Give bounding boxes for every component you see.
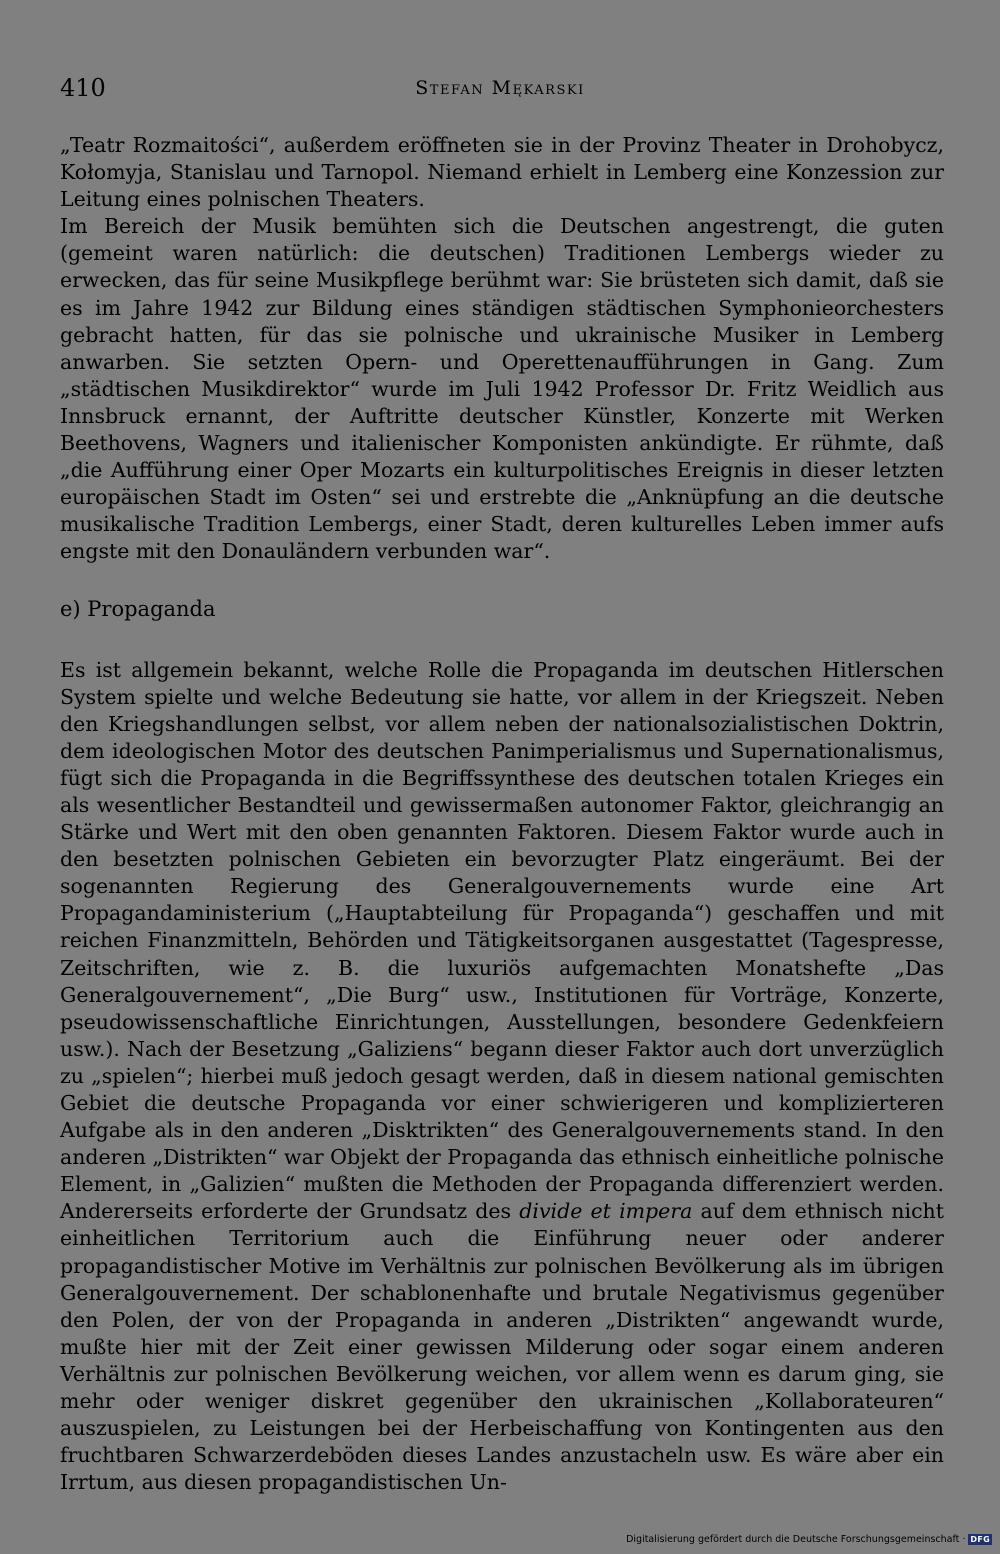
paragraph-propaganda-part1: Es ist allgemein bekannt, welche Rolle die Propaganda im deutschen Hitlerschen System spielte und welche Bedeutung sie hatte, vor allem in der Kriegszeit. Neben den Kriegshandlungen selbst, vor allem neben der nationalsozialistischen Doktrin, dem ideologischen Motor des deutschen Panimperialismus und Supernationalismus, fügt sich die Propaganda in die Begriffssynthese des deutschen totalen Krieges ein als wesentlicher Bestandteil und gewissermaßen autonomer Faktor, gleichrangig an Stärke und Wert mit den oben genannten Faktoren. Diesem Faktor wurde auch in den besetzten polnischen Gebieten ein bevorzugter Platz eingeräumt. Bei der sogenannten Regierung des Generalgouvernements wurde eine Art Propagandaministerium („Hauptabteilung für Propaganda“) geschaffen und mit reichen Finanzmitteln, Behörden und Tätigkeitsorganen ausgestattet (Tagespresse, Zeitschriften, wie z. B. die luxuriös aufgemachten Monatshefte „Das Generalgouvernement“, „Die Burg“ usw., Institutionen für Vorträge, Konzerte, pseudowissenschaftliche Einrichtungen, Ausstellungen, besondere Gedenkfeiern usw.). Nach der Besetzung „Galiziens“ begann dieser Faktor auch dort unverzüglich zu „spielen“; hierbei muß jedoch gesagt werden, daß in diesem national gemischten Gebiet die deutsche Propaganda vor einer schwierigeren und komplizierteren Aufgabe als in den anderen „Disktrikten“ des Generalgouvernements stand. In den anderen „Distrikten“ war Objekt der Propaganda das ethnisch einheitliche polnische Element, in „Galizien“ mußten die Methoden der Propaganda differenziert werden. Andererseits erforderte der Grundsatz des bbox=[60, 657, 945, 1224]
paragraph-propaganda-part2: auf dem ethnisch nicht einheitlichen Territorium auch die Einführung neuer oder anderer propagandistischer Motive im Verhältnis zur polnischen Bevölkerung als im übrigen Generalgouvernement. Der schablonenhafte und brutale Negativismus gegenüber den Polen, der von der Propaganda in anderen „Distrikten“ angewandt wurde, mußte hier mit der Zeit einer gewissen Milderung oder sogar einem anderen Verhältnis zur polnischen Bevölkerung weichen, vor allem wenn es darum ging, sie mehr oder weniger diskret gegenüber den ukrainischen „Kollaborateuren“ auszuspielen, zu Leistungen bei der Herbeischaffung von Kontingenten aus den fruchtbaren Schwarzerdeböden dieses Landes anzustacheln usw. Es wäre aber ein Irrtum, aus diesen propagandistischen Un- bbox=[60, 1199, 944, 1495]
italic-phrase: divide et impera bbox=[519, 1199, 693, 1224]
running-head: Stefan Mękarski bbox=[415, 77, 585, 99]
paragraph-music: Im Bereich der Musik bemühten sich die Deutschen angestrengt, die guten (gemeint waren natürlich: die deutschen) Traditionen Lembergs wieder zu erwecken, das für seine Musikpflege berühmt war: Sie brüsteten sich damit, daß sie es im Jahre 1942 zur Bildung eines ständigen städtischen Symphonieorchesters gebracht hatten, für das sie polnische und ukrainische Musiker in Lemberg anwarben. Sie setzten Opern- und Operettenaufführungen in Gang. Zum „städtischen Musikdirektor“ wurde im Juli 1942 Professor Dr. Fritz Weidlich aus Innsbruck ernannt, der Auftritte deutscher Künstler, Konzerte mit Werken Beethovens, Wagners und italienischer Komponisten ankündigte. Er rühmte, daß „die Aufführung einer Oper Mozarts ein kulturpolitisches Ereignis in dieser letzten europäischen Stadt im Osten“ sei und erstrebte die „Anknüpfung an die deutsche musikalische Tradition Lembergs, einer Stadt, deren kulturelles Leben immer aufs engste mit den Donauländern verbunden war“. bbox=[60, 214, 944, 564]
dfg-logo-icon: DFG bbox=[970, 1535, 990, 1544]
paragraph-theater: „Teatr Rozmaitości“, außerdem eröffneten sie in der Provinz Theater in Drohobycz, Kołomyja, Stanislau und Tarnopol. Niemand erhielt in Lemberg eine Konzession zur Leitung eines polnischen Theaters. bbox=[60, 133, 944, 212]
page-body bbox=[60, 132, 944, 1496]
footer-text: Digitalisierung gefördert durch die Deutsche Forschungsgemeinschaft · bbox=[626, 1534, 966, 1545]
paragraph-propaganda bbox=[60, 657, 944, 1497]
footer bbox=[626, 1534, 992, 1545]
section-heading: e) Propaganda bbox=[60, 596, 216, 621]
page-number: 410 bbox=[60, 74, 106, 102]
